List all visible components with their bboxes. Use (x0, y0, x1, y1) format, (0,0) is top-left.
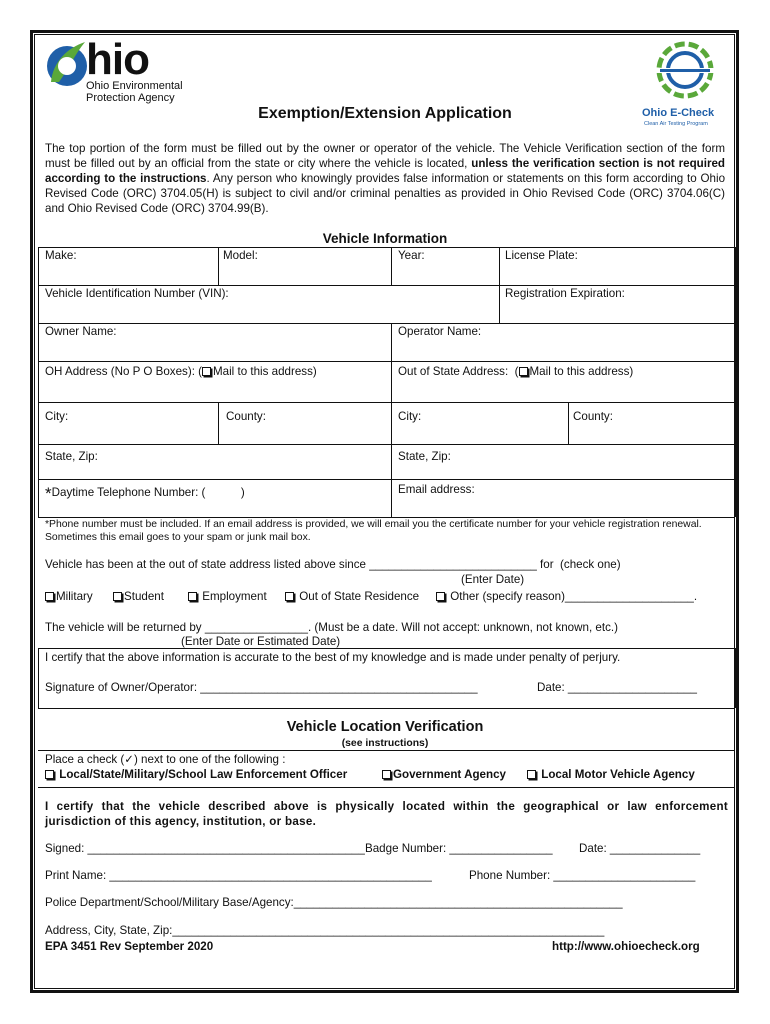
owner-signature-field[interactable]: Signature of Owner/Operator: ___________________________________________ (45, 681, 478, 694)
oh-city-field[interactable]: City: (45, 410, 69, 423)
law-enforcement-label: Local/State/Military/School Law Enforcement Officer (59, 768, 348, 781)
intro-paragraph (45, 141, 725, 216)
form-title: Exemption/Extension Application (258, 105, 512, 122)
reason-student[interactable] (113, 590, 164, 603)
out-of-state-address-field[interactable] (398, 365, 633, 378)
oos-county-field[interactable]: County: (573, 410, 613, 423)
owner-certify-text: I certify that the above information is accurate to the best of my knowledge and is made under penalty of perjury. (45, 651, 621, 664)
agency-line-1: Ohio Environmental (86, 80, 183, 92)
oh-state-zip-field[interactable]: State, Zip: (45, 450, 98, 463)
agency-line-2: Protection Agency (86, 92, 175, 104)
owner-signature-date-field[interactable]: Date: ____________________ (537, 681, 697, 694)
employment-checkbox[interactable] (188, 592, 197, 601)
year-field[interactable]: Year: (398, 249, 425, 262)
make-field[interactable]: Make: (45, 249, 77, 262)
divider (38, 648, 735, 649)
official-date-field[interactable]: Date: ______________ (579, 842, 701, 855)
out-of-state-since-line[interactable]: Vehicle has been at the out of state address listed above since __________________________ for (check one) (45, 558, 621, 571)
motor-vehicle-agency-checkbox[interactable] (527, 770, 536, 779)
student-label: Student (124, 590, 164, 603)
oos-residence-label: Out of State Residence (299, 590, 420, 603)
license-plate-field[interactable]: License Plate: (505, 249, 578, 262)
agency-law-enforcement[interactable] (45, 768, 347, 781)
oh-mail-label: Mail to this address) (213, 365, 317, 378)
oos-state-zip-field[interactable]: State, Zip: (398, 450, 451, 463)
echeck-logo-subtext: Clean Air Testing Program (644, 121, 708, 127)
agency-name-field[interactable]: Police Department/School/Military Base/Agency:___________________________________________________ (45, 896, 623, 909)
divider (38, 708, 735, 709)
oh-county-field[interactable]: County: (226, 410, 266, 423)
intro-text-b: . Any person who knowingly provides false information or statements on this form according to Ohio Revised Code (ORC) 3704.05(H) is subject to civil and/or criminal penalties as provided in Ohio Revised Code (ORC) 3704.06(C) and Ohio Revised Code (ORC) 3704.99(B). (45, 172, 726, 215)
ohio-epa-logo-icon (45, 38, 87, 90)
phone-asterisk: * (45, 484, 52, 503)
military-checkbox[interactable] (45, 592, 54, 601)
official-signed-field[interactable]: Signed: ___________________________________________ (45, 842, 365, 855)
divider (38, 750, 735, 751)
verification-certify-text: I certify that the vehicle described above is physically located within the geographical or law enforcement jurisdiction of this agency, institution, or base. (45, 800, 728, 828)
government-agency-checkbox[interactable] (382, 770, 391, 779)
return-date-line[interactable]: The vehicle will be returned by ________________. (Must be a date. Will not accept: unknown, not known, etc.) (45, 621, 618, 634)
agency-name (86, 80, 186, 104)
divider (735, 648, 736, 708)
other-checkbox[interactable] (436, 592, 445, 601)
reason-out-of-state-residence[interactable] (285, 590, 419, 603)
verification-title: Vehicle Location Verification (286, 719, 484, 735)
employment-label: Employment (202, 590, 267, 603)
official-print-name-field[interactable]: Print Name: __________________________________________________ (45, 869, 432, 882)
reason-military[interactable] (45, 590, 93, 603)
agency-address-field[interactable]: Address, City, State, Zip:___________________________________________________________________ (45, 924, 605, 937)
operator-name-field[interactable]: Operator Name: (398, 325, 482, 338)
oh-mail-checkbox[interactable] (202, 367, 211, 376)
website-link[interactable]: http://www.ohioecheck.org (552, 940, 700, 953)
law-enforcement-checkbox[interactable] (45, 770, 54, 779)
government-agency-label: Government Agency (393, 768, 506, 781)
badge-number-field[interactable]: Badge Number: ________________ (365, 842, 553, 855)
oh-address-label: OH Address (No P O Boxes): ( (45, 365, 202, 378)
phone-field[interactable] (45, 484, 245, 504)
model-field[interactable]: Model: (223, 249, 258, 262)
reason-other[interactable] (436, 590, 697, 603)
oh-address-field[interactable] (45, 365, 317, 378)
official-phone-field[interactable]: Phone Number: ______________________ (469, 869, 696, 882)
enter-date-hint: (Enter Date) (461, 573, 525, 586)
intro-text-bold: unless the verification section is not required according to the instructions (45, 157, 726, 185)
oos-residence-checkbox[interactable] (285, 592, 294, 601)
oos-city-field[interactable]: City: (398, 410, 422, 423)
email-field[interactable]: Email address: (398, 483, 475, 496)
agency-government[interactable] (382, 768, 506, 781)
divider (38, 648, 39, 708)
return-date-hint: (Enter Date or Estimated Date) (181, 635, 341, 648)
registration-expiration-field[interactable]: Registration Expiration: (505, 287, 625, 300)
reason-employment[interactable] (188, 590, 267, 603)
verification-subtitle: (see instructions) (341, 738, 429, 749)
student-checkbox[interactable] (113, 592, 122, 601)
phone-note: *Phone number must be included. If an email address is provided, we will email you the certificate number for your vehicle registration renewal. Sometimes this email goes to your spam or junk mail box. (45, 519, 702, 543)
place-check-instruction: Place a check (✓) next to one of the following : (45, 753, 286, 766)
oos-mail-label: Mail to this address) (529, 365, 634, 378)
form-id: EPA 3451 Rev September 2020 (45, 940, 214, 953)
military-label: Military (56, 590, 93, 603)
divider (38, 787, 735, 788)
oos-mail-checkbox[interactable] (519, 367, 528, 376)
vin-field[interactable]: Vehicle Identification Number (VIN): (45, 287, 229, 300)
logo-wordmark: hio (86, 35, 149, 84)
other-label: Other (specify reason)____________________. (450, 590, 698, 603)
owner-name-field[interactable]: Owner Name: (45, 325, 117, 338)
vehicle-info-title: Vehicle Information (322, 231, 448, 246)
phone-label: Daytime Telephone Number: ( ) (51, 486, 245, 499)
motor-vehicle-agency-label: Local Motor Vehicle Agency (541, 768, 695, 781)
out-address-label: Out of State Address: ( (398, 365, 519, 378)
intro-text-a: The top portion of the form must be filled out by the owner or operator of the vehicle. The Vehicle Verification section of the form must be filled out by an official from the state or city where the vehicle is located, (45, 142, 725, 170)
echeck-logo-text: Ohio E-Check (642, 107, 715, 119)
agency-motor-vehicle[interactable] (527, 768, 695, 781)
